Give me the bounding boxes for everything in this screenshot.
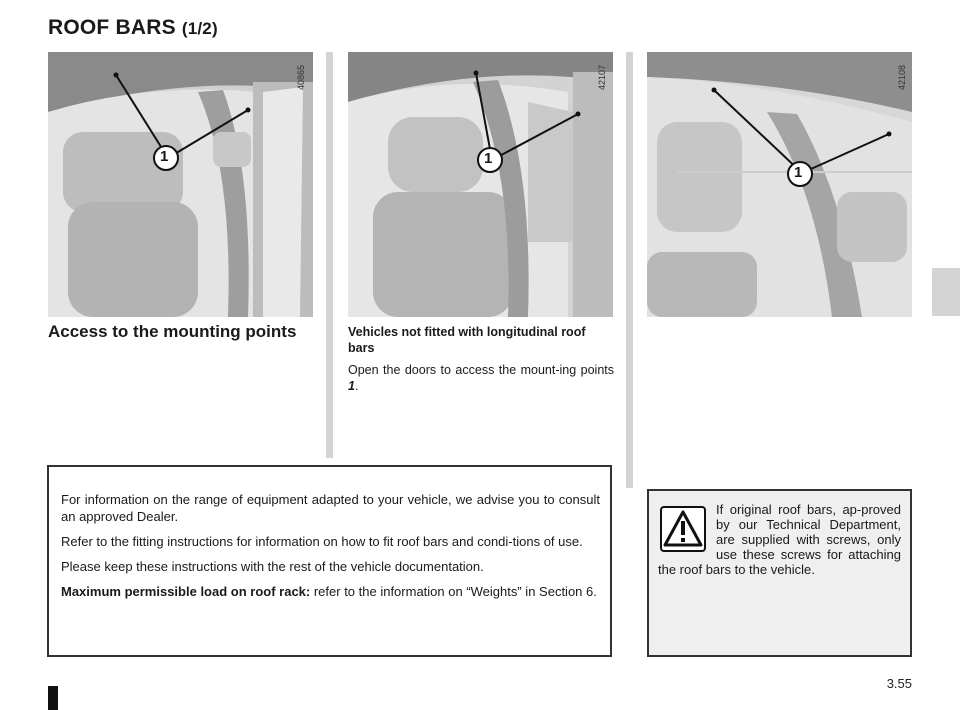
section-tab [932,268,960,316]
info-box [47,465,612,657]
page-number: 3.55 [886,676,912,691]
subheading: Vehicles not fitted with longitudinal roof bars [348,325,586,355]
page-marker [48,686,58,710]
page-title [48,16,218,40]
warning-text: If original roof bars, ap-proved by our Technical Department, are supplied with screws, only use these screws for attaching the roof bars to the vehicle. [658,502,901,577]
column-divider-left [326,52,333,458]
callout-1-label: 1 [160,148,169,165]
info-paragraph-2: Refer to the fitting instructions for information on how to fit roof bars and condi-tions of use. [61,534,583,549]
photo-3 [647,52,912,317]
warning-box [647,489,912,657]
info-paragraph-4 [61,583,600,600]
title-suffix: (1/2) [181,19,218,38]
photo-2-ref: 42107 [597,64,607,90]
callout-circle-3 [647,52,912,317]
callout-circle-1 [48,52,313,317]
max-load-text: refer to the information on “Weights” in Section 6. [310,584,597,599]
warning-triangle-icon [660,506,706,552]
info-paragraph-1: For information on the range of equipment adapted to your vehicle, we advise you to consult an approved Dealer. [61,492,600,524]
callout-3-label: 1 [794,164,803,181]
info-paragraph-3: Please keep these instructions with the rest of the vehicle documentation. [61,559,484,574]
callout-2-label: 1 [484,150,493,167]
body-ref: 1 [348,379,355,393]
photo-2 [348,52,613,317]
column-divider-right [626,52,633,488]
max-load-label: Maximum permissible load on roof rack: [61,584,311,599]
photo-1 [48,52,313,317]
photo-3-ref: 42108 [897,64,907,90]
callout-circle-2 [348,52,613,317]
body-text: Open the doors to access the mount-ing points [348,363,614,377]
title-text: ROOF BARS [48,16,176,39]
section-heading: Access to the mounting points [48,322,297,341]
body-end: . [354,379,359,393]
body-paragraph [348,362,614,394]
photo-1-ref: 40865 [296,64,306,90]
